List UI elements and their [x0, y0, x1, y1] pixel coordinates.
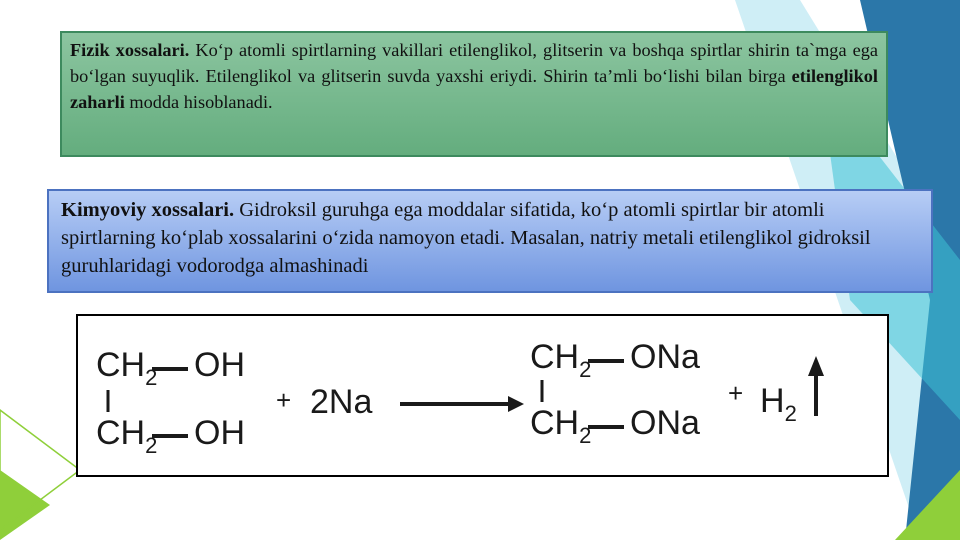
reactant-bottom-oh: OH — [194, 414, 245, 452]
plus-sign-1: + — [276, 385, 292, 415]
physical-properties-text-end: modda hisoblanadi. — [124, 91, 273, 112]
reaction-equation-image — [76, 314, 889, 477]
reactant-top-oh: OH — [194, 346, 245, 384]
product-sodium-glycolate — [530, 338, 700, 448]
reaction-equation-svg — [78, 316, 891, 479]
chemical-properties-text: Gidroksil guruhga ega moddalar sifatida, ko‘p atomli spirtlar bir atomli spirtlarning ko‘plab xossalarini o‘zida namoyon etadi. Masalan, natriy metali etilenglikol gidroksil guruhlaridagi vodorodga almashinadi — [61, 199, 871, 278]
hydrogen-product: $H_2$ — [760, 382, 797, 426]
chemical-properties-box — [47, 189, 933, 293]
product-bottom-ona: ONa — [630, 404, 700, 442]
gas-arrow-up-icon — [808, 356, 824, 376]
physical-properties-text: Ko‘p atomli spirtlarning vakillari etilenglikol, glitserin va boshqa spirtlar shirin ta`mga ega bo‘lgan suyuqlik. Etilenglikol va glitserin suvda yaxshi eriydi. Shirin ta’mli bo‘lishi bilan birga — [70, 40, 878, 86]
plus-sign-2: + — [728, 378, 744, 408]
sodium-reagent: 2Na — [310, 383, 373, 421]
toxic-highlight: etilenglikol zaharli — [70, 65, 878, 112]
reaction-arrow-head — [508, 396, 524, 412]
product-top-ch: $CH_2$ — [530, 338, 592, 382]
product-top-ona: ONa — [630, 338, 700, 376]
deco-green-triangle-left — [0, 470, 50, 540]
physical-properties-heading: Fizik xossalari. — [70, 40, 190, 60]
reactant-top-ch: $CH_2$ — [96, 346, 158, 390]
reactant-bottom-ch: $CH_2$ — [96, 414, 158, 458]
product-bottom-ch: $CH_2$ — [530, 404, 592, 448]
chemical-properties-heading: Kimyoviy xossalari. — [61, 199, 235, 221]
physical-properties-box — [60, 31, 888, 157]
reactant-ethylene-glycol — [96, 346, 245, 458]
